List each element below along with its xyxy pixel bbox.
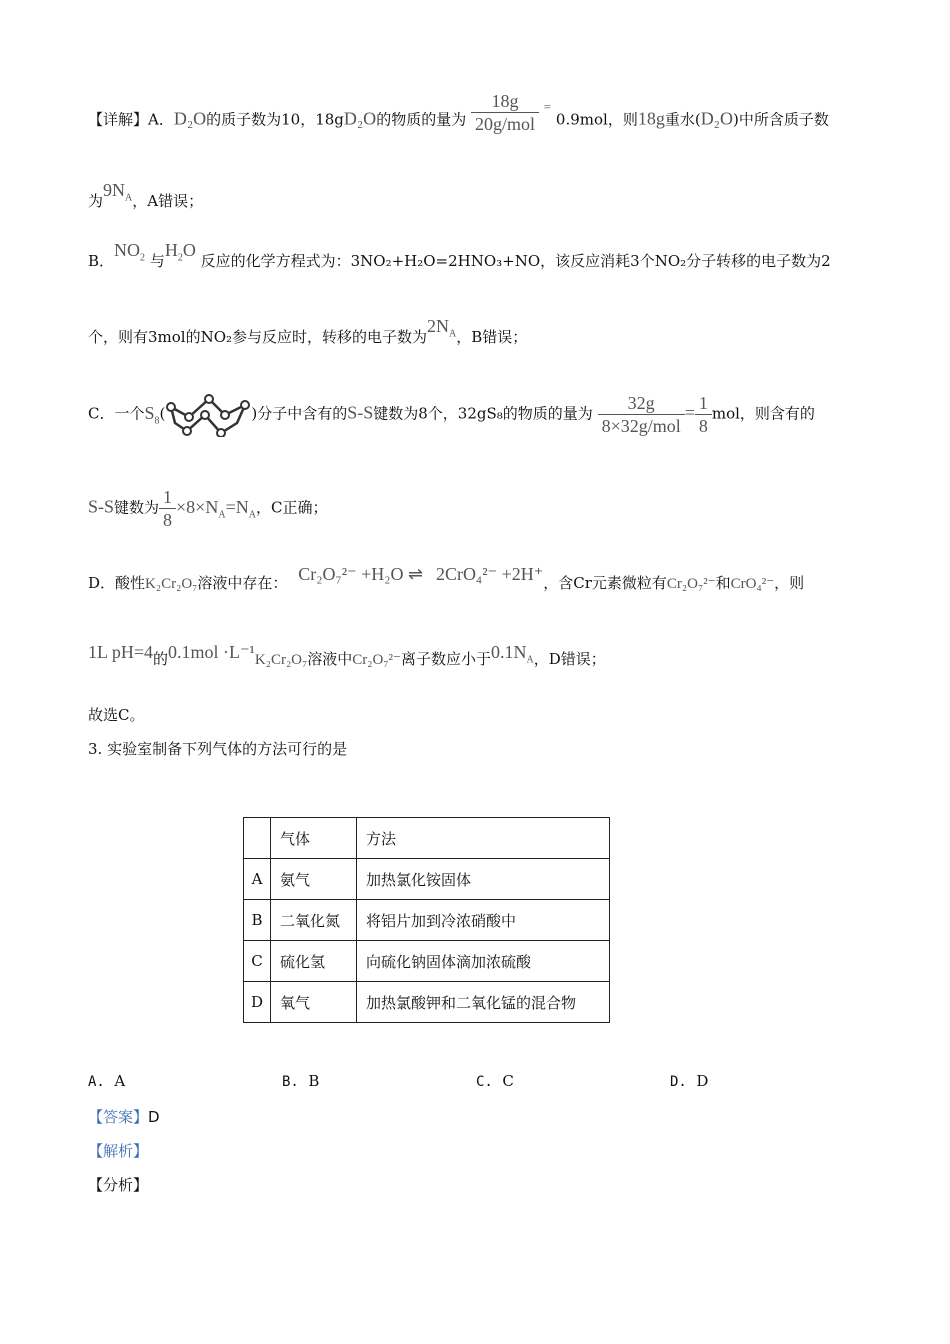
table-row: D 氧气 加热氯酸钾和二氧化锰的混合物 xyxy=(244,982,610,1023)
formula-d2o: D₂O xyxy=(343,108,377,129)
option-a[interactable]: A. A xyxy=(88,1072,126,1090)
gas-methods-table xyxy=(243,817,610,1023)
formula-d2o: D₂O xyxy=(173,108,207,129)
table-row: B 二氧化氮 将铝片加到冷浓硝酸中 xyxy=(244,900,610,941)
question-3: 3. 实验室制备下列气体的方法可行的是 xyxy=(88,740,348,758)
table-header: 气体 方法 xyxy=(244,818,610,859)
fenxi-label: 【分析】 xyxy=(88,1176,149,1194)
option-b[interactable]: B. B xyxy=(282,1072,320,1090)
option-c[interactable]: C. C xyxy=(476,1072,514,1090)
explanation-line-d2: 1L pH=4的0.1mol ·L⁻¹K₂Cr₂O₇溶液中Cr₂O₇²⁻离子数应小于$0.1N_A$，D错误； xyxy=(88,642,606,668)
explanation-line-a: 【详解】A．D₂O的质子数为10，18gD₂O的物质的量为 $\frac{18g}{\text{20g/mol}}$ = 0.9mol，则18g重水(D₂O)中所含质子数 xyxy=(88,91,829,134)
explanation-line-d: D．酸性K₂Cr₂O₇溶液中存在： Cr₂O₇²⁻ +H₂O ⇌ 2CrO₄²⁻ +2H⁺，含Cr元素微粒有Cr₂O₇²⁻和CrO₄²⁻，则 xyxy=(88,564,805,592)
fraction-moles: $\frac{18g}{\text{20g/mol}}$ xyxy=(471,90,539,135)
fraction-s8-moles: $\frac{32g}{\text{8×32g/mol}}$ xyxy=(598,392,685,437)
conclusion: 故选C。 xyxy=(88,706,145,724)
analysis-label: 【解析】 xyxy=(88,1142,149,1160)
table-row: A 氨气 加热氯化铵固体 xyxy=(244,859,610,900)
explanation-line-a2: 为$9N_A$，A错误； xyxy=(88,180,204,210)
explanation-line-c2: S-S键数为 $\frac{1}{8}$ $\times 8\times N_A=N_A$，C正确； xyxy=(88,487,328,530)
explanation-line-b: B．$NO_2$ 与$H_2O$ 反应的化学方程式为：3NO₂+H₂O=2HNO₃+NO，该反应消耗3个NO₂分子转移的电子数为2 xyxy=(88,240,831,270)
option-d[interactable]: D. D xyxy=(670,1072,709,1090)
s8-ring-structure-icon xyxy=(165,393,251,437)
explanation-line-c: C．一个$S_8$( )分子中含有的S-S键数为8个，32gS₈的物质的量为 $\frac{32g}{\text{8×32g/mol}}$ = $\frac{1}{8}$ mol，则含有的 xyxy=(88,393,815,436)
explanation-line-b2: 个，则有3mol的NO₂参与反应时，转移的电子数为$2N_A$，B错误； xyxy=(88,316,528,346)
table-row: C 硫化氢 向硫化钠固体滴加浓硫酸 xyxy=(244,941,610,982)
answer-line: 【答案】D xyxy=(88,1108,160,1126)
